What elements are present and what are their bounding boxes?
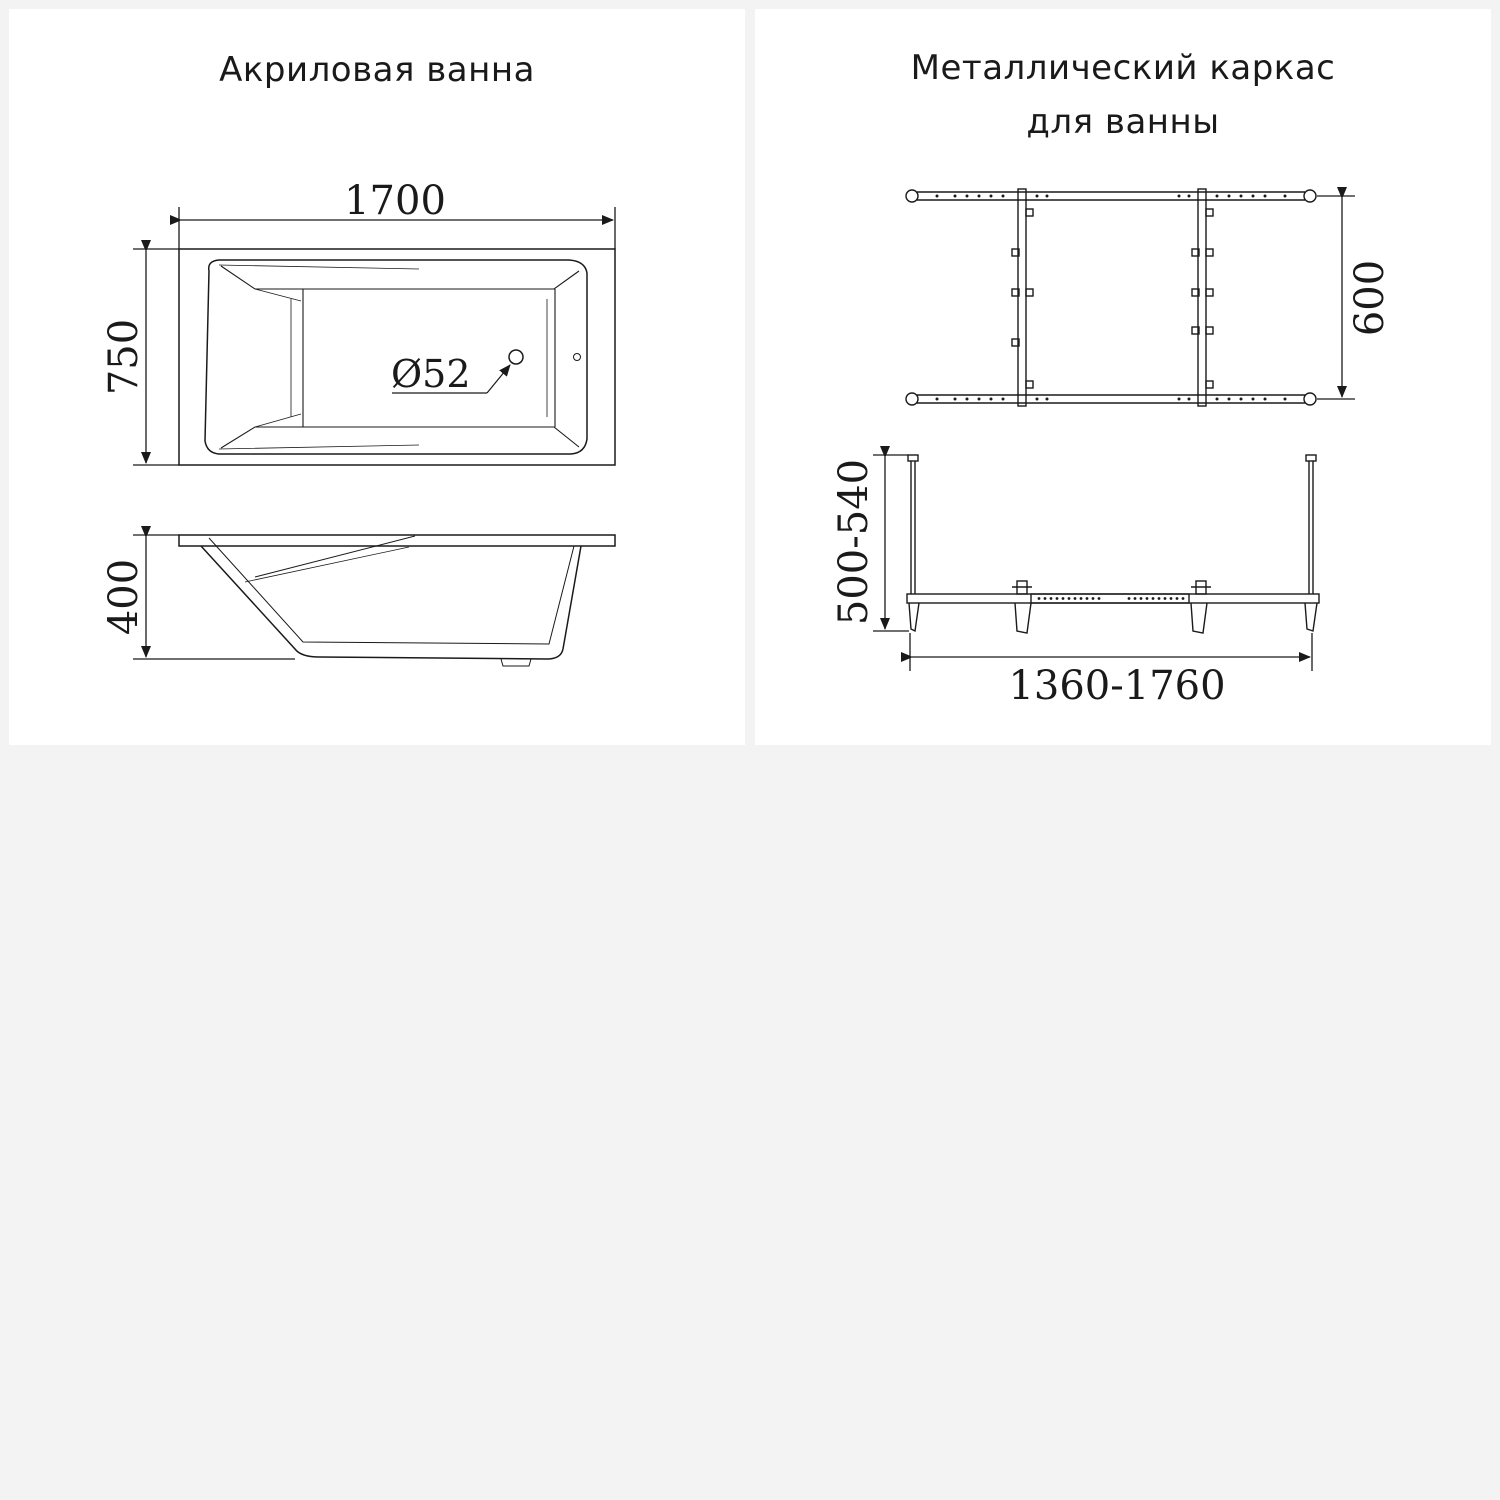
frame-top-view [906, 189, 1316, 406]
bathtub-panel [9, 9, 745, 745]
frame-title-line1: Металлический каркас [910, 48, 1336, 88]
frame-height-dimension: 500-540 [831, 458, 877, 626]
frame-width-dimension: 600 [1347, 259, 1393, 337]
frame-top-holes [936, 195, 1287, 401]
bathtub-title: Акриловая ванна [219, 50, 535, 90]
frame-side-view [907, 455, 1319, 633]
drain-dimension: Ø52 [391, 352, 471, 396]
frame-side-holes [1038, 597, 1185, 600]
height-dimension-line [133, 535, 295, 659]
bathtub-side-view [179, 535, 615, 666]
width-dimension: 750 [101, 318, 147, 396]
frame-panel [755, 9, 1491, 745]
frame-title-line2: для ванны [1026, 102, 1220, 142]
frame-height-dimension-line [873, 455, 909, 631]
bathtub-drawing [9, 9, 745, 745]
length-dimension: 1700 [344, 178, 446, 224]
frame-length-dimension: 1360-1760 [1008, 663, 1226, 709]
height-dimension: 400 [101, 558, 147, 636]
frame-drawing [755, 9, 1491, 745]
